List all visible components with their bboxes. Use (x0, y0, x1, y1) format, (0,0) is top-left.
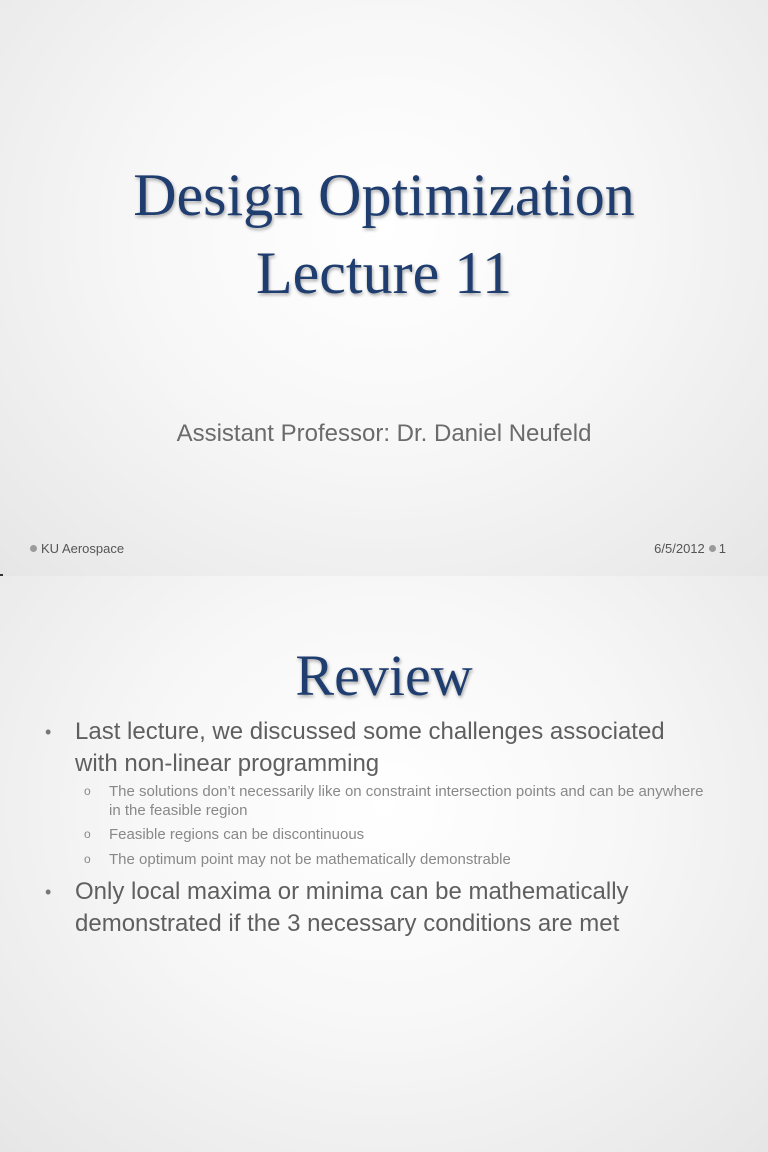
bullet-dot-icon: • (45, 882, 52, 902)
footer-date: 6/5/2012 (654, 541, 705, 556)
circle-bullet-icon: o (84, 852, 91, 866)
sub-bullet-text: Feasible regions can be discontinuous (109, 826, 365, 843)
bullet-text: Only local maxima or minima can be mathematically demonstrated if the 3 necessary conditions are met (75, 878, 629, 937)
slide-subtitle: Assistant Professor: Dr. Daniel Neufeld (176, 420, 592, 447)
footer-organization (30, 541, 124, 556)
sub-bullet-text: The optimum point may not be mathematically demonstrable (109, 851, 511, 868)
footer-organization-label: KU Aerospace (41, 541, 125, 556)
circle-bullet-icon: o (84, 827, 91, 841)
bullet-dot-icon: • (45, 722, 52, 742)
slide-title-line-1: Design Optimization (133, 162, 635, 228)
review-slide (0, 576, 768, 1152)
bullet-dot-icon (30, 545, 37, 552)
slide-title: Review (295, 643, 473, 708)
slide-title-line-2: Lecture 11 (256, 240, 512, 306)
footer-page-number: 1 (718, 541, 726, 556)
bullet-text: Last lecture, we discussed some challenges associated with non-linear programming (75, 718, 665, 777)
circle-bullet-icon: o (84, 784, 91, 798)
footer-date-page (654, 541, 726, 556)
sub-bullet-text: The solutions don’t necessarily like on constraint intersection points and can be anywhere in the feasible region (109, 783, 704, 819)
bullet-dot-icon (709, 545, 716, 552)
